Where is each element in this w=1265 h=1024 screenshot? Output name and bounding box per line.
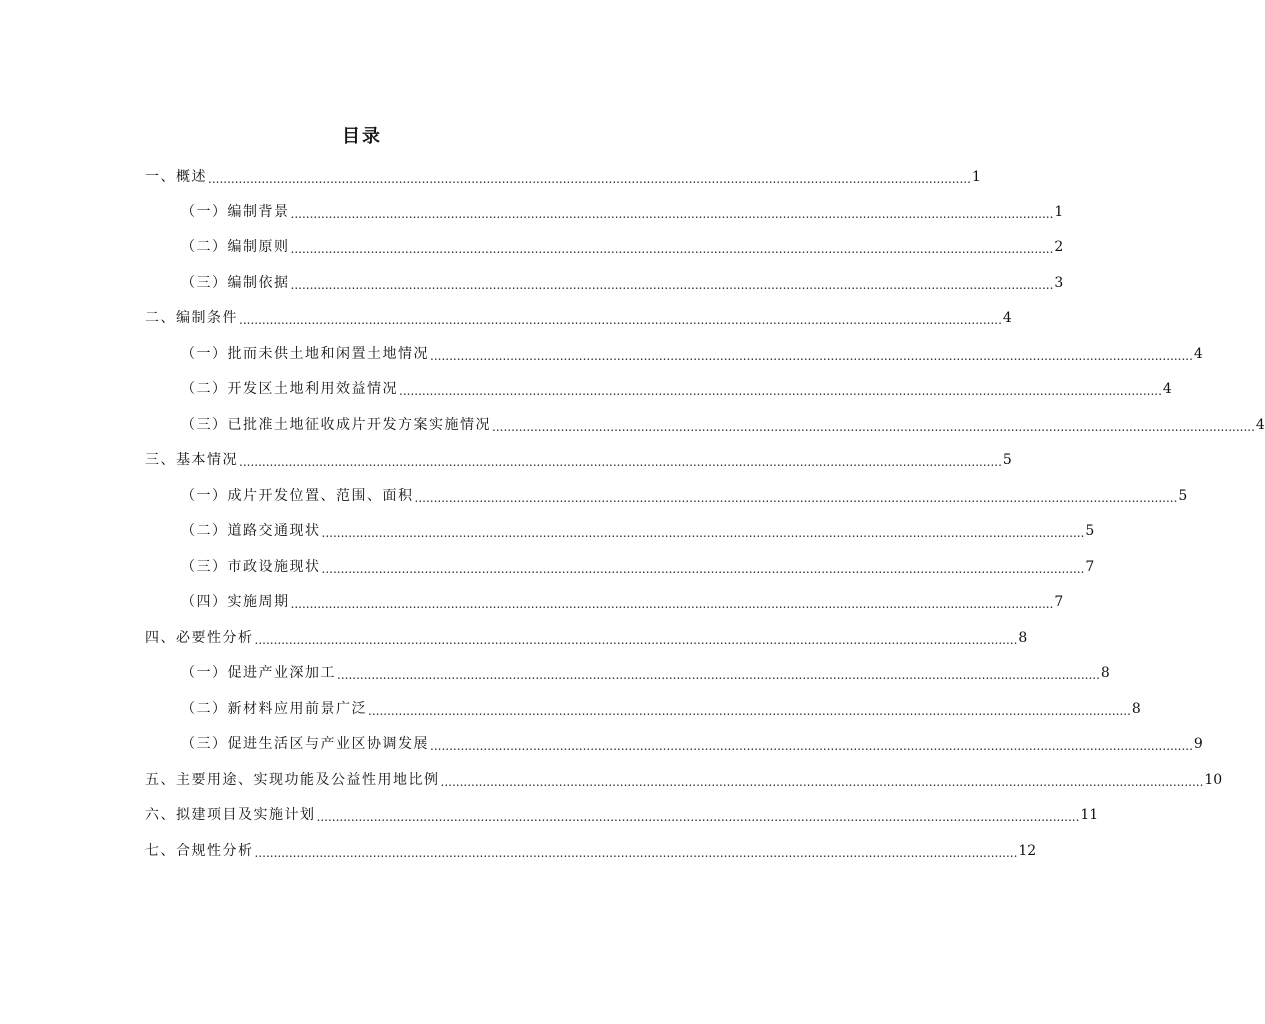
toc-leader-dots: ........................................................................................................................................................................................................ (316, 810, 1080, 824)
toc-leader-dots: ........................................................................................................................................................................................................ (414, 491, 1178, 505)
toc-leader-dots: ........................................................................................................................................................................................................ (337, 668, 1100, 682)
toc-leader-dots: ........................................................................................................................................................................................................ (492, 420, 1255, 434)
toc-entry-page: 2 (1054, 239, 1064, 255)
toc-entry-label: 二、编制条件 (145, 310, 238, 326)
toc-entry-label: 六、拟建项目及实施计划 (145, 807, 316, 823)
toc-leader-dots: ........................................................................................................................................................................................................ (321, 526, 1085, 540)
toc-entry-page: 1 (971, 169, 981, 185)
toc-entry-page: 11 (1080, 807, 1099, 823)
toc-leader-dots: ........................................................................................................................................................................................................ (430, 349, 1193, 363)
toc-leader-dots: ........................................................................................................................................................................................................ (399, 384, 1162, 398)
toc-entry (181, 414, 1265, 436)
toc-entry-page: 12 (1018, 843, 1037, 859)
toc-leader-dots: ........................................................................................................................................................................................................ (239, 313, 1002, 327)
toc-entry (145, 627, 1028, 649)
toc-entry (181, 378, 1172, 400)
toc-entry-label: （三）已批准土地征收成片开发方案实施情况 (181, 417, 491, 433)
toc-entry-label: （四）实施周期 (181, 594, 290, 610)
toc-entry-page: 1 (1054, 204, 1064, 220)
toc-entry (145, 449, 1012, 471)
toc-entry-page: 4 (1002, 310, 1012, 326)
toc-entry-page: 7 (1085, 559, 1095, 575)
toc-leader-dots: ........................................................................................................................................................................................................ (290, 207, 1054, 221)
toc-leader-dots: ........................................................................................................................................................................................................ (440, 775, 1204, 789)
toc-entry-label: 四、必要性分析 (145, 630, 254, 646)
toc-entry (181, 520, 1095, 542)
toc-entry (181, 485, 1188, 507)
toc-entry-page: 5 (1002, 452, 1012, 468)
toc-entry-page: 4 (1255, 417, 1265, 433)
toc-entry-label: （一）编制背景 (181, 204, 290, 220)
toc-leader-dots: ........................................................................................................................................................................................................ (368, 704, 1131, 718)
toc-entry-label: （二）开发区土地利用效益情况 (181, 381, 398, 397)
toc-entry-page: 10 (1204, 772, 1223, 788)
toc-entry-label: 三、基本情况 (145, 452, 238, 468)
toc-entry (181, 236, 1064, 258)
toc-entry-label: （二）编制原则 (181, 239, 290, 255)
toc-entry-label: （三）编制依据 (181, 275, 290, 291)
toc-entry-page: 3 (1054, 275, 1064, 291)
toc-entry (181, 662, 1110, 684)
toc-entry (181, 733, 1203, 755)
toc-entry-page: 8 (1018, 630, 1028, 646)
toc-entry-page: 8 (1131, 701, 1141, 717)
toc-entry-page: 5 (1085, 523, 1095, 539)
toc-leader-dots: ........................................................................................................................................................................................................ (430, 739, 1193, 753)
toc-entry-label: （一）促进产业深加工 (181, 665, 336, 681)
toc-leader-dots: ........................................................................................................................................................................................................ (321, 562, 1085, 576)
toc-entry-label: （二）新材料应用前景广泛 (181, 701, 367, 717)
toc-entry (145, 166, 981, 188)
toc-entry-label: （一）批而未供土地和闲置土地情况 (181, 346, 429, 362)
toc-entry-page: 4 (1193, 346, 1203, 362)
toc-entry-label: 五、主要用途、实现功能及公益性用地比例 (145, 772, 440, 788)
toc-entry (145, 307, 1012, 329)
toc-leader-dots: ........................................................................................................................................................................................................ (290, 597, 1054, 611)
toc-entry (181, 343, 1203, 365)
toc-leader-dots: ........................................................................................................................................................................................................ (239, 455, 1002, 469)
toc-entry-label: （一）成片开发位置、范围、面积 (181, 488, 414, 504)
toc-entry (181, 201, 1064, 223)
toc-entry-page: 5 (1178, 488, 1188, 504)
toc-entry-page: 9 (1193, 736, 1203, 752)
toc-leader-dots: ........................................................................................................................................................................................................ (208, 172, 971, 186)
toc-entry (181, 591, 1064, 613)
toc-leader-dots: ........................................................................................................................................................................................................ (290, 242, 1054, 256)
toc-leader-dots: ........................................................................................................................................................................................................ (254, 846, 1018, 860)
toc-entry-label: （二）道路交通现状 (181, 523, 321, 539)
toc-entry-label: （三）促进生活区与产业区协调发展 (181, 736, 429, 752)
toc-entry-page: 4 (1162, 381, 1172, 397)
toc-entry (145, 840, 1037, 862)
toc-entry-page: 8 (1100, 665, 1110, 681)
toc-entry (181, 698, 1141, 720)
toc-entry-label: 七、合规性分析 (145, 843, 254, 859)
page-title: 目录 (342, 126, 382, 147)
toc-entry (181, 272, 1064, 294)
toc-entry-page: 7 (1054, 594, 1064, 610)
toc-leader-dots: ........................................................................................................................................................................................................ (290, 278, 1054, 292)
toc-entry (145, 769, 1223, 791)
toc-leader-dots: ........................................................................................................................................................................................................ (254, 633, 1018, 647)
toc-entry-label: 一、概述 (145, 169, 207, 185)
toc-entry (181, 556, 1095, 578)
toc-entry-label: （三）市政设施现状 (181, 559, 321, 575)
toc-entry (145, 804, 1099, 826)
